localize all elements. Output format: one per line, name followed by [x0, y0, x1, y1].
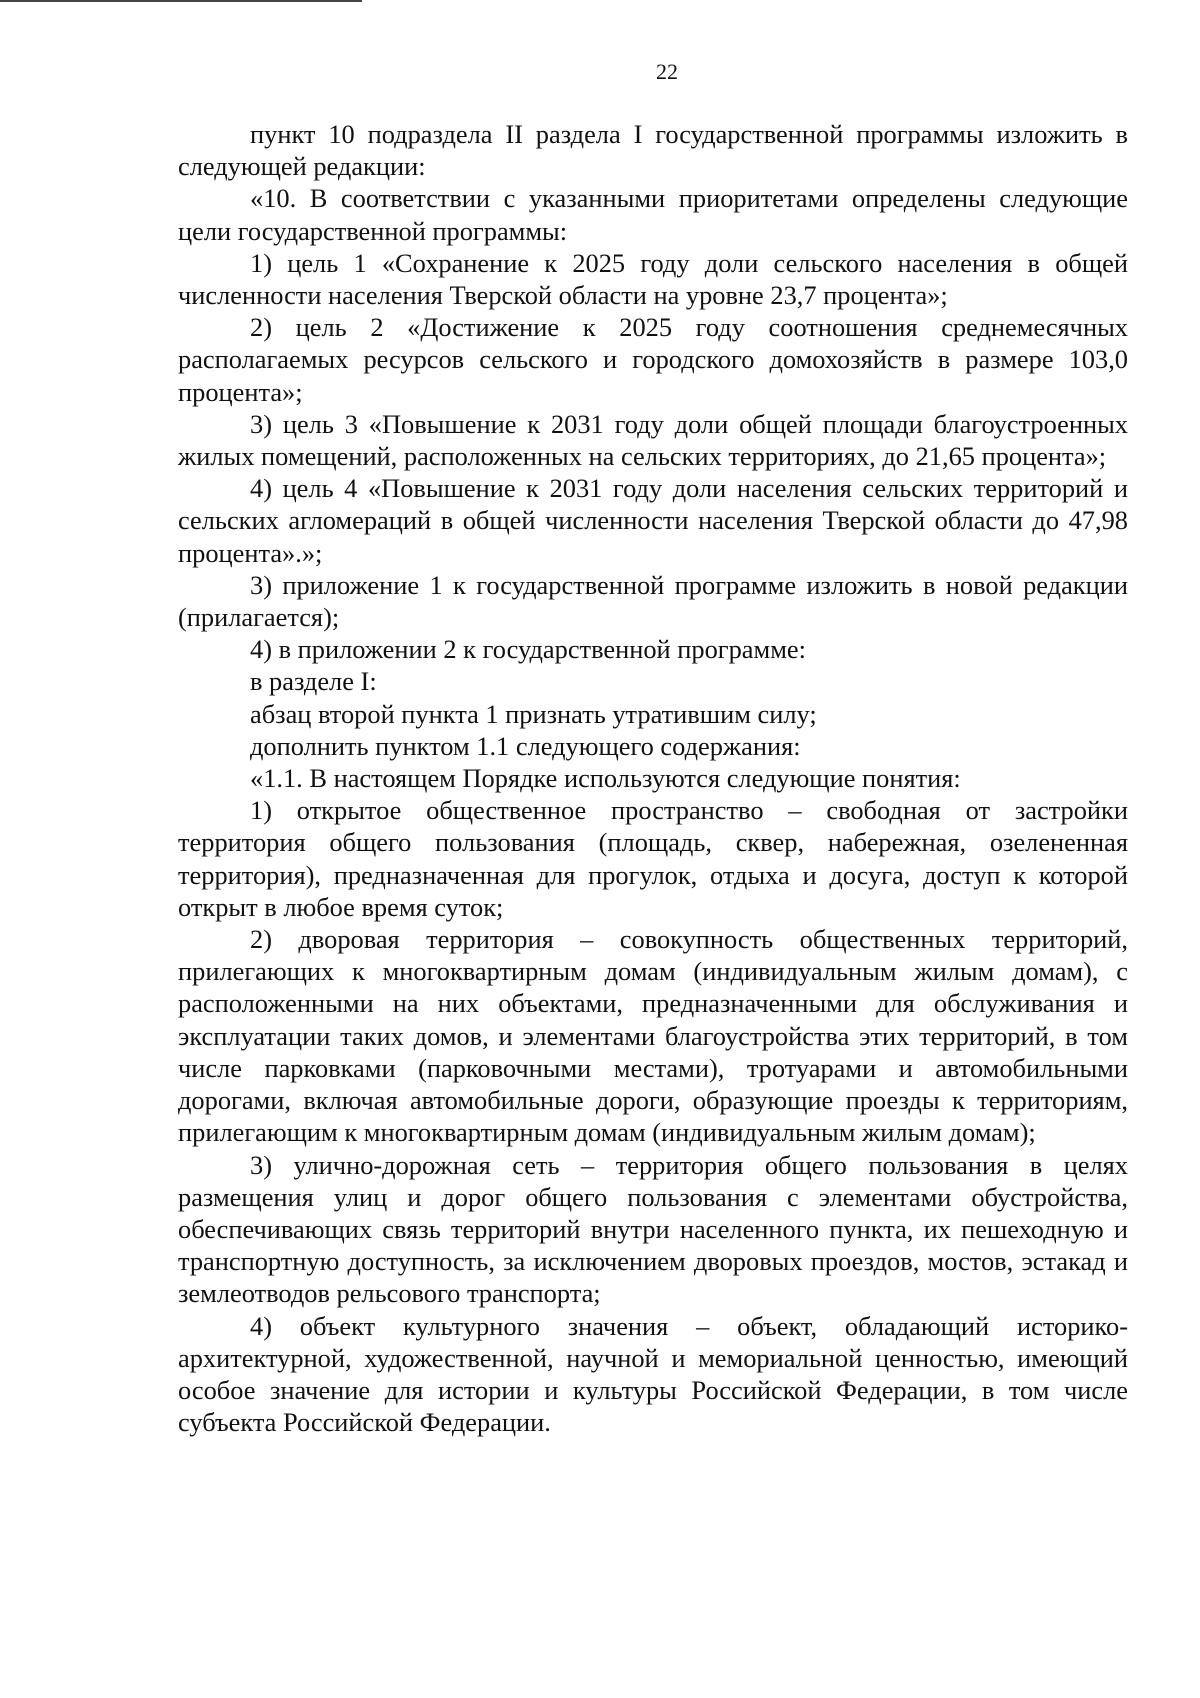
paragraph: «10. В соответствии с указанными приоритетами определены следующие цели государственной программы:: [178, 183, 1128, 246]
paragraph: «1.1. В настоящем Порядке используются следующие понятия:: [250, 763, 961, 794]
paragraph: 1) цель 1 «Сохранение к 2025 году доли сельского населения в общей численности населения Тверской области на уровне 23,7 процента»;: [178, 247, 1128, 311]
scan-edge-line: [0, 0, 362, 2]
paragraph: 1) открытое общественное пространство – свободная от застройки территория общего пользования (площадь, сквер, набережная, озелененная территория), предназначенная для прогулок, отдыха и досуга, доступ к которой открыт в любое время суток;: [178, 795, 1128, 922]
paragraph: 3) цель 3 «Повышение к 2031 году доли общей площади благоустроенных жилых помещений, расположенных на сельских территориях, до 21,65 процента»;: [178, 408, 1128, 472]
document-body: [178, 118, 1128, 1438]
paragraph: абзац второй пункта 1 признать утратившим силу;: [250, 698, 817, 729]
paragraph: 4) цель 4 «Повышение к 2031 году доли населения сельских территорий и сельских агломераций в общей численности населения Тверской области до 47,98 процента».»;: [178, 473, 1128, 568]
paragraph: 3) улично-дорожная сеть – территория общего пользования в целях размещения улиц и дорог общего пользования с элементами обустройства, обеспечивающих связь территорий внутри населенного пункта, их пешеходную и транспортную доступность, за исключением дворовых проездов, мостов, эстакад и землеотводов рельсового транспорта;: [178, 1149, 1128, 1309]
paragraph: 2) цель 2 «Достижение к 2025 году соотношения среднемесячных располагаемых ресурсов сельского и городского домохозяйств в размере 103,0 процента»;: [178, 312, 1128, 407]
paragraph: 4) в приложении 2 к государственной программе:: [250, 634, 806, 665]
paragraph: 2) дворовая территория – совокупность общественных территорий, прилегающих к многоквартирным домам (индивидуальным жилым домам), с расположенными на них объектами, предназначенными для обслуживания и эксплуатации таких домов, и элементами благоустройства этих территорий, в том числе парковками (парковочными местами), тротуарами и автомобильными дорогами, включая автомобильные дороги, образующие проезды к территориям, прилегающим к многоквартирным домам (индивидуальным жилым домам);: [178, 924, 1128, 1148]
paragraph: в разделе I:: [250, 666, 377, 697]
paragraph: 4) объект культурного значения – объект, обладающий историко-архитектурной, художественной, научной и мемориальной ценностью, имеющий особое значение для истории и культуры Российской Федерации, в том числе субъекта Российской Федерации.: [178, 1310, 1128, 1438]
paragraph: пункт 10 подраздела II раздела I государственной программы изложить в следующей редакции:: [178, 119, 1128, 182]
paragraph: 3) приложение 1 к государственной программе изложить в новой редакции (прилагается);: [178, 569, 1128, 633]
paragraph: дополнить пунктом 1.1 следующего содержания:: [250, 730, 801, 761]
page-number: 22: [656, 59, 678, 84]
